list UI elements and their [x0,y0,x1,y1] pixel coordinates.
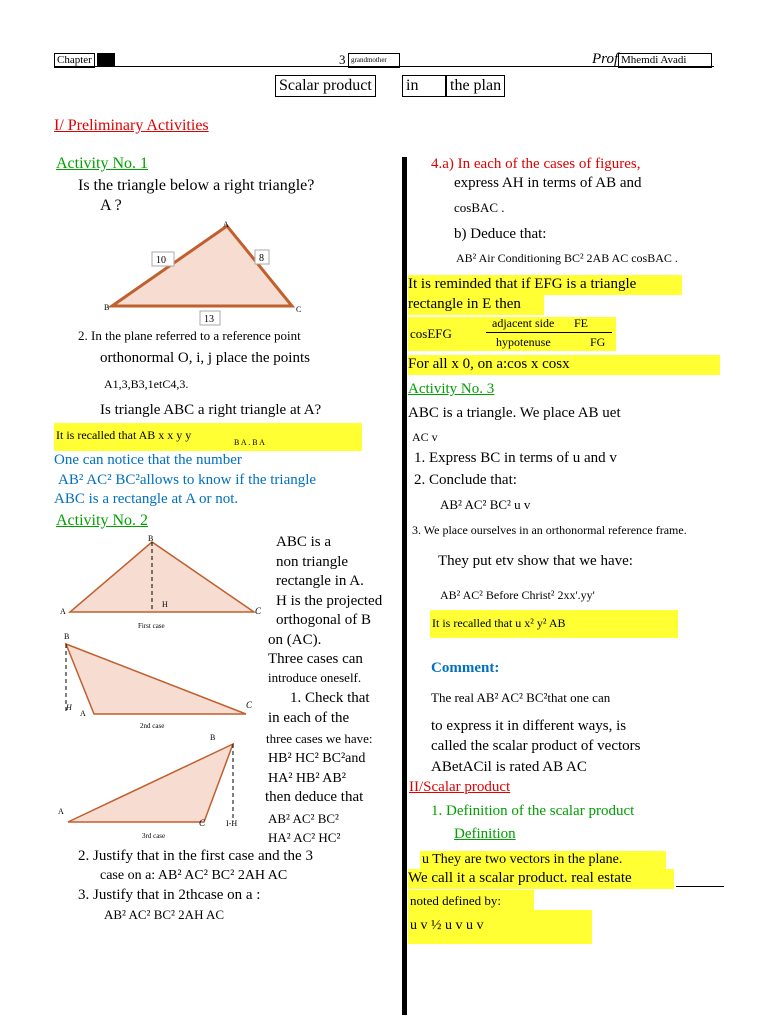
a3-q1: 1. Express BC in terms of u and v [414,450,617,466]
fig2-label-h: H [66,703,72,712]
page-title: Scalar product [275,75,376,97]
reminder-line1: It is reminded that if EFG is a triangle [408,276,637,292]
reminder-line2: rectangle in E then [408,296,521,312]
comment-line3: called the scalar product of vectors [431,738,641,754]
fig1-label-h: H [162,600,168,609]
def-line4: u v ½ u v u v [410,918,484,933]
check-small: three cases we have: [266,731,373,746]
fraction-bar [486,332,612,333]
cos-denominator-2: FG [590,335,606,349]
comment-line2: to express it in different ways, is [431,718,627,734]
desc-line-0: ABC is a [276,534,332,550]
desc-line-6: Three cases can [268,651,363,667]
triangle-figure-1 [100,214,310,328]
desc-small: introduce oneself. [268,670,362,685]
fig2-label-c: C [246,700,253,710]
prof-label: Prof [592,51,619,67]
label-c: C [296,305,302,314]
header-rule [54,66,714,67]
check-line-0: 1. Check that [290,690,370,706]
activity-2-title: Activity No. 2 [56,512,148,529]
q4b-line1: b) Deduce that: [454,226,547,242]
eq-line-3: then deduce that [265,789,364,805]
cos-numerator: adjacent side [492,316,555,330]
a3-put: They put etv show that we have: [438,553,633,569]
a3-line1: ABC is a triangle. We place AB uet [408,405,621,421]
fig3-label-c: C [199,818,206,828]
cos-lhs: cosEFG [410,326,452,341]
q4a-line2: express AH in terms of AB and [454,175,642,191]
forall-highlight [408,355,720,375]
triangle-abc [112,226,292,306]
header-block [97,53,115,67]
q4b-line2: AB² Air Conditioning BC² 2AB AC cosBAC . [456,251,678,265]
section-preliminary: I/ Preliminary Activities [54,117,209,134]
a3-line2: AC v [412,430,438,444]
label-b: B [104,303,110,312]
comment-line1: The real AB² AC² BC²that one can [431,690,611,705]
check-line-1: in each of the [268,710,350,726]
definition-sub: Definition [454,826,516,842]
a3-equation: AB² AC² BC² u v [440,497,531,512]
figure-third-case [58,732,268,844]
forall-text: For all x 0, on a:cos x cosx [408,356,570,372]
def-line2: We call it a scalar product. real estate [408,870,632,886]
blank-underline [676,886,724,887]
fig1-label-a: A [60,607,66,616]
eq-line-1: HB² HC² BC²and [268,751,366,766]
desc-line-5: on (AC). [268,632,322,648]
justify-3-line2: AB² AC² BC² 2AH AC [104,907,225,922]
desc-line-1: non triangle [276,554,349,570]
recall-highlight-1 [54,423,362,451]
fig3-label-h: I-H [226,819,238,828]
def-line3: noted defined by: [410,893,501,908]
figure-first-case [58,534,268,634]
notice-line3: ABC is a rectangle at A or not. [54,491,239,507]
fig3-label-a: A [58,807,64,816]
desc-line-2: rectangle in A. [276,573,364,589]
fig1-caption: First case [138,622,165,630]
question-2-line4: Is triangle ABC a right triangle at A? [100,402,322,418]
side-ab: 10 [156,255,166,266]
column-divider [402,157,407,1015]
notice-line2: AB² AC² BC²allows to know if the triangle [58,472,317,488]
question-1b: A ? [100,197,122,214]
chapter-number: 3 [339,52,346,67]
activity-1-title: Activity No. 1 [56,155,148,172]
eq-line-5: HA² AC² HC² [268,830,341,845]
side-ac: 8 [259,253,264,264]
a3-q3: 3. We place ourselves in an orthonormal reference frame. [412,523,687,537]
eq-line-4: AB² AC² BC² [268,811,339,826]
chapter-note: grandmother [348,53,400,68]
fig1-label-c: C [255,606,262,616]
question-2-line3: A1,3,B3,1etC4,3. [104,377,189,391]
def-line1: u They are two vectors in the plane. [422,852,623,867]
justify-2-line2: case on a: AB² AC² BC² 2AH AC [100,868,288,883]
desc-line-3: H is the projected [276,593,383,609]
fig2-label-a: A [80,709,86,718]
comment-title: Comment: [431,660,500,676]
justify-3-line1: 3. Justify that in 2thcase on a : [78,887,261,903]
eq-line-2: HA² HB² AB² [268,771,346,786]
fig2-label-b: B [64,632,70,641]
desc-line-4: orthogonal of B [276,612,371,628]
prof-name: Mhemdi Avadi [618,53,712,68]
recall-norm: It is recalled that u x² y² AB [432,616,566,630]
page-title-in: in [402,75,446,97]
page-title-plan: the plan [446,75,505,97]
side-bc: 13 [204,314,214,325]
definition-title: 1. Definition of the scalar product [431,803,635,819]
cos-denominator: hypotenuse [496,335,551,349]
activity-3-title: Activity No. 3 [408,381,495,397]
a3-q2: 2. Conclude that: [414,472,517,488]
a3-equation-2: AB² AC² Before Christ² 2xx'.yy' [440,588,595,602]
cos-numerator-2: FE [574,316,589,330]
section-scalar-product: II/Scalar product [409,779,511,795]
fig1-label-b: B [148,534,154,543]
notice-line1: One can notice that the number [54,452,242,468]
comment-line4: ABetACil is rated AB AC [431,759,587,775]
figure-second-case [58,632,268,732]
justify-2-line1: 2. Justify that in the first case and the 3 [78,848,313,864]
recall-highlight-2 [430,610,678,638]
recall-distance: It is recalled that AB x x y y [56,428,192,442]
question-1: Is the triangle below a right triangle? [78,177,315,194]
fig3-caption: 3rd case [142,832,166,840]
recall-distance-sub: B A . B A [234,438,265,447]
chapter-label: Chapter [54,53,95,68]
question-2-line2: orthonormal O, i, j place the points [100,350,310,366]
label-a: A [223,220,229,229]
question-2-line1: 2. In the plane referred to a reference point [78,328,301,343]
q4a-line3: cosBAC . [454,200,505,215]
fig2-caption: 2nd case [140,722,165,730]
fig3-label-b: B [210,733,216,742]
q4a-line1: 4.a) In each of the cases of figures, [431,156,641,172]
